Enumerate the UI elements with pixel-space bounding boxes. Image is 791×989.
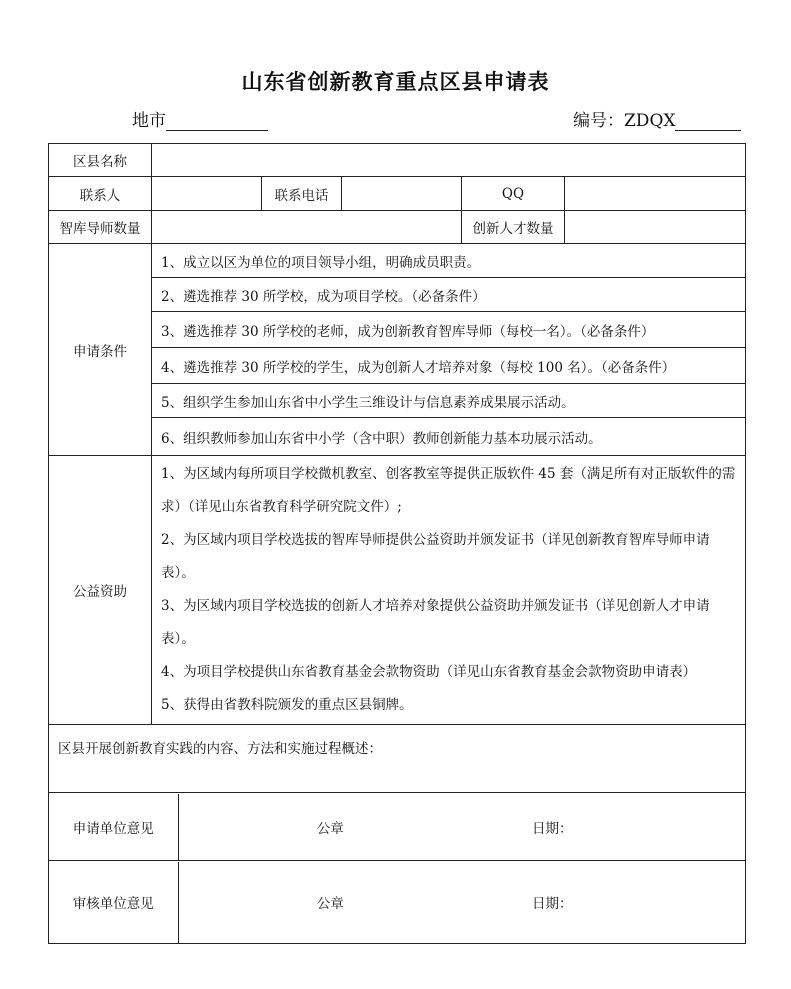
condition-row <box>49 278 746 312</box>
reviewer-seal-label: 公章 <box>316 896 344 912</box>
qq-value[interactable] <box>565 177 746 211</box>
benefits-label: 公益资助 <box>49 456 152 725</box>
district-name-label: 区县名称 <box>49 144 152 177</box>
practice-cell[interactable] <box>49 725 746 793</box>
reviewer-opinion-row <box>49 861 746 944</box>
benefit-item: 2、为区域内项目学校选拔的智库导师提供公益资助并颁发证书（详见创新教育智库导师申请表）。 <box>161 532 710 581</box>
condition-item: 3、遴选推荐 30 所学校的老师，成为创新教育智库导师（每校一名）。（必备条件） <box>152 312 746 348</box>
benefit-item: 1、为区域内每所项目学校微机教室、创客教室等提供正版软件 45 套（满足所有对正版软件的需求）（详见山东省教育科学研究院文件）; <box>161 466 736 515</box>
benefit-item: 5、获得由省教科院颁发的重点区县铜牌。 <box>161 697 413 713</box>
benefit-item: 3、为区域内项目学校选拔的创新人才培养对象提供公益资助并颁发证书（详见创新人才申请表）。 <box>161 598 710 647</box>
condition-row <box>49 348 746 384</box>
qq-label: QQ <box>462 177 565 211</box>
contact-phone-value[interactable] <box>342 177 462 211</box>
contact-phone-label: 联系电话 <box>262 177 342 211</box>
condition-item: 1、成立以区为单位的项目领导小组，明确成员职责。 <box>152 244 746 278</box>
contact-person-label: 联系人 <box>49 177 152 211</box>
benefits-row <box>49 456 746 725</box>
practice-label: 区县开展创新教育实践的内容、方法和实施过程概述： <box>58 741 382 757</box>
district-name-row <box>49 144 746 177</box>
condition-row <box>49 418 746 456</box>
applicant-date-label: 日期： <box>532 820 573 837</box>
condition-item: 4、遴选推荐 30 所学校的学生，成为创新人才培养对象（每校 100 名）。（必备条件） <box>152 348 746 384</box>
application-form <box>48 143 746 944</box>
reviewer-opinion-cell[interactable] <box>49 861 746 944</box>
talent-count-value[interactable] <box>565 211 746 244</box>
applicant-opinion-layout <box>49 794 745 860</box>
counts-row <box>49 211 746 244</box>
applicant-seal-label: 公章 <box>316 820 344 837</box>
code-blank[interactable] <box>675 112 741 131</box>
condition-row <box>49 244 746 278</box>
condition-item: 6、组织教师参加山东省中小学（含中职）教师创新能力基本功展示活动。 <box>152 418 746 456</box>
district-name-value[interactable] <box>152 144 746 177</box>
applicant-opinion-row <box>49 793 746 861</box>
reviewer-opinion-label: 审核单位意见 <box>49 862 178 943</box>
practice-row <box>49 725 746 793</box>
condition-item: 2、遴选推荐 30 所学校，成为项目学校。（必备条件） <box>152 278 746 312</box>
talent-count-label: 创新人才数量 <box>462 211 565 244</box>
condition-row <box>49 312 746 348</box>
applicant-opinion-label: 申请单位意见 <box>49 794 178 860</box>
page-title: 山东省创新教育重点区县申请表 <box>241 69 550 94</box>
contact-row <box>49 177 746 211</box>
benefits-list <box>152 456 746 725</box>
code-label: 编号：ZDQX <box>573 111 676 131</box>
city-field <box>132 106 268 131</box>
city-blank[interactable] <box>166 112 268 131</box>
reviewer-opinion-layout <box>49 862 745 943</box>
city-label: 地市 <box>132 111 166 131</box>
code-field <box>573 106 741 131</box>
reviewer-date-label: 日期： <box>532 896 573 912</box>
benefit-item: 4、为项目学校提供山东省教育基金会款物资助（详见山东省教育基金会款物资助申请表） <box>161 664 697 680</box>
contact-person-value[interactable] <box>152 177 262 211</box>
condition-row <box>49 384 746 418</box>
mentor-count-label: 智库导师数量 <box>49 211 152 244</box>
condition-item: 5、组织学生参加山东省中小学生三维设计与信息素养成果展示活动。 <box>152 384 746 418</box>
mentor-count-value[interactable] <box>152 211 462 244</box>
applicant-opinion-cell[interactable] <box>49 793 746 861</box>
conditions-label: 申请条件 <box>49 244 152 456</box>
